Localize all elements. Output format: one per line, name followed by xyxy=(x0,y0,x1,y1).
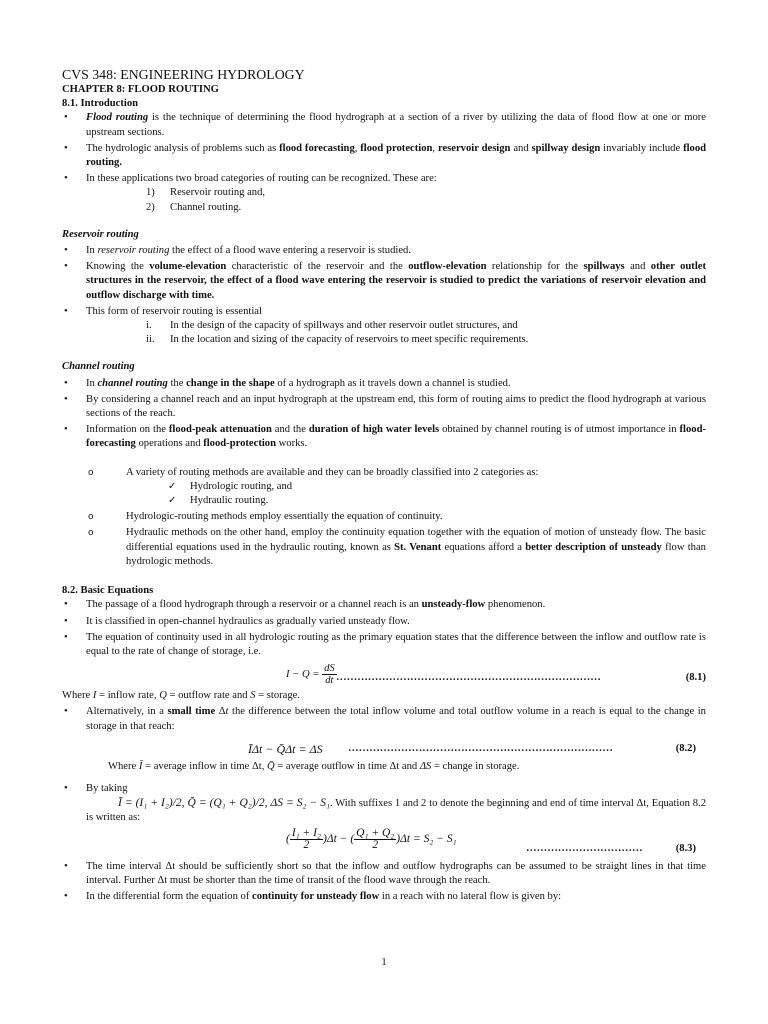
page-number: 1 xyxy=(381,957,387,968)
text: = inflow rate, xyxy=(96,690,160,702)
fraction-denominator: dt xyxy=(325,675,334,687)
symbol: t xyxy=(225,706,229,718)
fraction-numerator: dS xyxy=(324,663,335,675)
equation-dots: ………………………………………………………………… xyxy=(348,742,613,754)
fraction xyxy=(354,828,396,851)
list-item xyxy=(62,615,706,629)
text: = average inflow in time Δt, xyxy=(142,760,267,772)
text: The time interval Δt should be sufficiently short so that the inflow and outflow hydrographs can be assumed to be straight lines in that time interval. Further Δt must be shorter than the time of transit of the flood wave through the reach. xyxy=(86,860,706,886)
equation-dots: …………………………… xyxy=(526,842,643,854)
check-item: ✓ Hydrologic routing, and xyxy=(168,480,706,494)
equation-body: ( $\frac{\text{I₁ + I₂}}{2}$ )Δt − ( $\frac{\text{Q₁ + Q₂}}{2}$ )Δt = S₂ − S₁ xyxy=(286,826,457,851)
text: Where xyxy=(62,690,93,702)
fraction-denominator: 2 xyxy=(303,838,310,851)
text: The passage of a flood hydrograph through a reservoir or a channel reach is an xyxy=(86,599,422,611)
symbol: Q̄ xyxy=(267,760,275,772)
term: spillway design xyxy=(531,142,601,154)
list-item xyxy=(62,111,706,139)
symbol: ΔS xyxy=(419,760,432,772)
section-heading-intro: 8.1. Introduction xyxy=(62,98,139,110)
page-content xyxy=(62,66,706,906)
list-item xyxy=(62,705,706,774)
term: flood-protection xyxy=(203,438,276,450)
text: obtained by channel routing is of utmost importance in xyxy=(439,424,680,436)
list-item xyxy=(62,423,706,451)
text: It is classified in open-channel hydraulics as gradually varied unsteady flow. xyxy=(86,615,410,627)
text: In the design of the capacity of spillways and other reservoir outlet structures, and xyxy=(170,320,518,332)
text: In the differential form the equation of xyxy=(86,890,253,902)
reservoir-bullets xyxy=(62,244,706,347)
text: is the technique of determining the flood hydrograph at a section of a river by utilizing the data of flood flow at one or more upstream sections. xyxy=(86,112,707,138)
text: relationship for the xyxy=(486,261,584,273)
where-definitions-2 xyxy=(86,760,706,774)
text: By considering a channel reach and an input hydrograph at the upstream end, this form of routing aims to predict the flood hydrograph at various sections of the reach. xyxy=(86,393,706,420)
text: In these applications two broad categories of routing can be recognized. These are: xyxy=(86,173,437,185)
reservoir-uses-list xyxy=(146,319,706,347)
equation-label: (8.2) xyxy=(675,742,696,754)
item-number: i. xyxy=(146,320,152,332)
equation-8-3 xyxy=(86,828,706,858)
item-number: 1) xyxy=(146,187,155,199)
term: other outlet structures in the reservoir, the effect of a flood wave entering the reservoir is studied to predict the variations of reservoir elevation and outflow discharge with time. xyxy=(86,261,707,301)
equation-8-2 xyxy=(86,736,706,758)
term: duration of high water levels xyxy=(308,424,440,436)
fraction-denominator: 2 xyxy=(372,838,379,851)
text: = change in storage. xyxy=(431,760,520,772)
item-number: 2) xyxy=(146,201,155,213)
text: By taking xyxy=(86,782,128,794)
channel-bullets xyxy=(62,377,706,452)
equation-label: (8.1) xyxy=(685,672,706,684)
term: outflow-elevation xyxy=(408,261,487,273)
term: flood routing. xyxy=(86,142,707,169)
method-checklist xyxy=(168,480,706,508)
item-number: ii. xyxy=(146,334,155,346)
term: change in the shape xyxy=(186,377,275,389)
text: Channel routing. xyxy=(170,201,242,213)
inline-equation: Ī = (I₁ + I₂)/2, Q̄ = (Q₁ + Q₂)/2, ΔS = S₂ − S₁ xyxy=(118,797,330,810)
term: continuity for unsteady flow xyxy=(252,890,380,902)
list-item xyxy=(86,466,706,509)
term: channel routing xyxy=(97,377,168,389)
list-item xyxy=(146,186,706,200)
list-item xyxy=(86,510,706,524)
text: In xyxy=(86,377,98,389)
text: . With suffixes 1 and 2 to denote the beginning and end of time interval Δt, Equation 8.2 is written as: xyxy=(86,798,706,824)
term: flood forecasting xyxy=(279,142,355,154)
text: Reservoir routing and, xyxy=(170,187,266,199)
text: = average outflow in time Δt and xyxy=(274,760,420,772)
symbol: Q xyxy=(159,690,167,702)
spacer xyxy=(62,571,706,584)
list-item xyxy=(62,377,706,391)
text: the effect of a flood wave entering a reservoir is studied. xyxy=(169,245,411,257)
term: flood-forecasting xyxy=(86,424,706,450)
text: Hydrologic-routing methods employ essentially the equation of continuity. xyxy=(126,511,443,523)
equation-8-1 xyxy=(86,661,706,687)
term: reservoir routing xyxy=(97,245,170,257)
term: volume-elevation xyxy=(149,261,227,273)
intro-bullets xyxy=(62,111,706,214)
text: = outflow rate and xyxy=(166,690,251,702)
term: small time xyxy=(167,706,216,718)
routing-methods-list xyxy=(86,466,706,569)
list-item xyxy=(62,631,706,687)
fraction-numerator: I₁ + I₂ xyxy=(291,826,322,839)
equation-lhs: I − Q = xyxy=(286,669,323,681)
equation-body xyxy=(286,663,337,686)
list-item xyxy=(86,526,706,569)
chapter-title: CHAPTER 8: FLOOD ROUTING xyxy=(62,84,219,95)
list-item xyxy=(62,890,706,904)
equation-text: Δt − xyxy=(326,832,351,845)
term: St. Venant xyxy=(394,541,442,553)
text: in a reach with no lateral flow is given by: xyxy=(379,890,562,902)
routing-categories-list xyxy=(146,186,706,214)
list-item xyxy=(62,260,706,303)
fraction xyxy=(290,828,323,851)
text: flow than hydrologic methods. xyxy=(126,541,706,567)
text: , xyxy=(432,142,438,154)
text: and xyxy=(510,142,532,154)
text: Alternatively, in a xyxy=(86,706,168,718)
text: and xyxy=(624,261,651,273)
text: operations and xyxy=(135,438,204,450)
text: of a hydrograph as it travels down a channel is studied. xyxy=(274,377,511,389)
term: Flood routing xyxy=(86,112,149,124)
text: A variety of routing methods are available and they can be broadly classified into 2 categories as: xyxy=(126,466,539,478)
list-item xyxy=(62,172,706,215)
list-item xyxy=(62,244,706,258)
equation-label: (8.3) xyxy=(675,842,696,854)
term: flood-peak attenuation xyxy=(168,424,272,436)
text: In the location and sizing of the capacity of reservoirs to meet specific requirements. xyxy=(170,334,529,346)
subheading-channel-routing: Channel routing xyxy=(62,361,135,373)
fraction xyxy=(322,663,337,686)
equation-dots: ………………………………………………………………… xyxy=(336,672,601,684)
list-item xyxy=(62,393,706,421)
text: equations afford a xyxy=(441,541,526,553)
text: Knowing the xyxy=(86,261,150,273)
list-item xyxy=(146,201,706,215)
fraction-numerator: Q₁ + Q₂ xyxy=(356,826,395,839)
subheading-reservoir-routing: Reservoir routing xyxy=(62,228,139,240)
list-item xyxy=(62,598,706,612)
text: Information on the xyxy=(86,424,169,436)
text: Δ xyxy=(215,706,226,718)
list-item xyxy=(62,305,706,348)
text: The equation of continuity used in all hydrologic routing as the primary equation states that the difference between the inflow and outflow rate is equal to the rate of change of storage, i.e. xyxy=(86,631,706,657)
text: phenomenon. xyxy=(485,599,546,611)
text: Hydraulic methods on the other hand, employ the continuity equation together with the equation of motion of unsteady flow. The basic differential equations used in the hydraulic routing, known as xyxy=(126,527,706,553)
equations-bullets xyxy=(62,598,706,687)
text: works. xyxy=(275,438,308,450)
list-item xyxy=(62,860,706,888)
text: This form of reservoir routing is essential xyxy=(86,305,262,317)
list-item xyxy=(62,142,706,170)
text: , xyxy=(354,142,361,154)
text: Where xyxy=(108,760,139,772)
list-item xyxy=(146,319,706,333)
text: = storage. xyxy=(255,690,300,702)
equation-body: ĪΔt − Q̄Δt = ΔS xyxy=(248,741,323,756)
text: the xyxy=(167,377,187,389)
symbol: Ī xyxy=(138,760,143,772)
text: characteristic of the reservoir and the xyxy=(226,261,409,273)
where-definitions-1 xyxy=(62,689,706,703)
equation-text: Δt = S₂ − S₁ xyxy=(400,832,457,845)
text: and the xyxy=(271,424,309,436)
section-heading-basic-equations: 8.2. Basic Equations xyxy=(62,585,154,597)
symbol: S xyxy=(250,690,256,702)
equations-bullets-2 xyxy=(62,705,706,904)
text: the difference between the total inflow volume and total outflow volume in a reach is equal to the change in storage in that reach: xyxy=(86,706,706,732)
list-item xyxy=(62,782,706,858)
text: The hydrologic analysis of problems such as xyxy=(86,142,280,154)
term: spillways xyxy=(583,261,625,273)
term: reservoir design xyxy=(437,142,511,154)
check-item: ✓ Hydraulic routing. xyxy=(168,494,706,508)
spacer xyxy=(62,454,706,466)
term: better description of unsteady xyxy=(525,541,662,553)
text: In xyxy=(86,245,98,257)
symbol: I xyxy=(92,690,97,702)
term: flood protection xyxy=(360,142,433,154)
term: unsteady-flow xyxy=(421,599,486,611)
text: invariably include xyxy=(600,142,684,154)
course-title: CVS 348: ENGINEERING HYDROLOGY xyxy=(62,67,305,82)
list-item xyxy=(146,333,706,347)
